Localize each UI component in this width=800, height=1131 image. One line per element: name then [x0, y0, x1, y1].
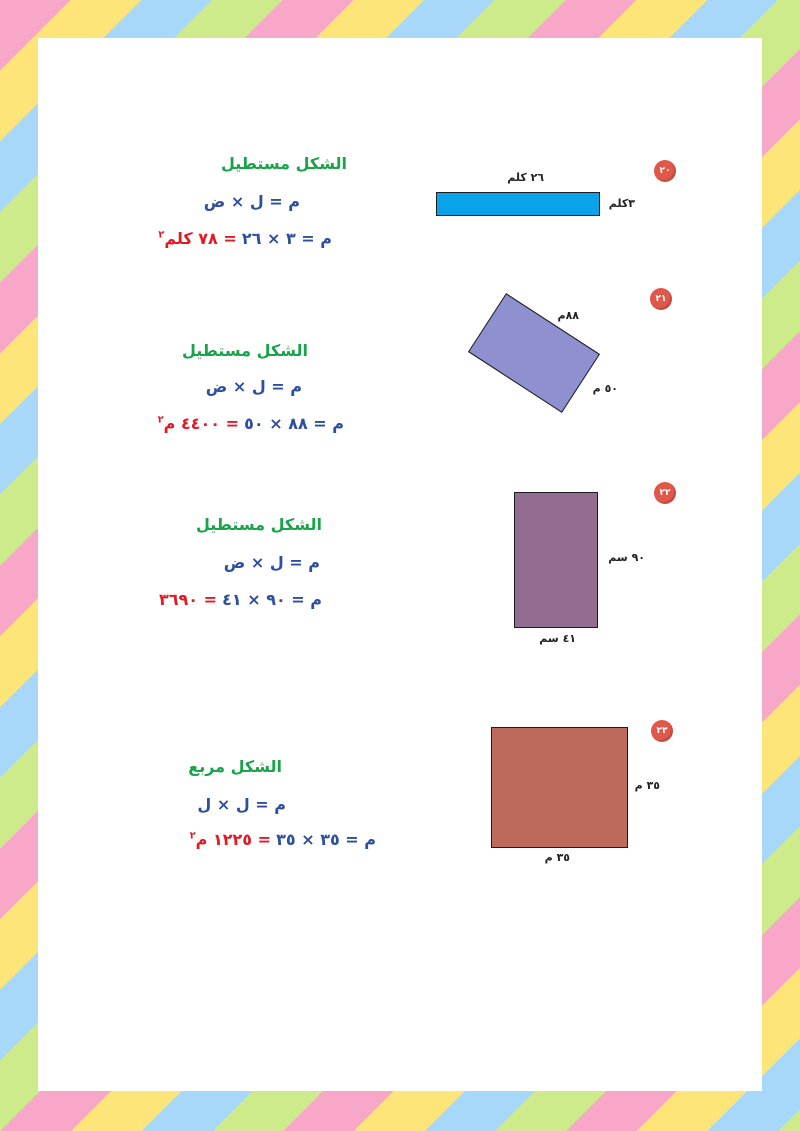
area-calculation — [124, 414, 344, 433]
calc-expression: م = ٣٥ × ٣٥ — [276, 830, 376, 849]
shape-rectangle — [514, 492, 598, 628]
dimension-label-side: ٩٠ سم — [608, 551, 645, 564]
dimension-label-side: ٥٠ م — [592, 382, 618, 395]
worksheet-paper — [38, 38, 762, 1091]
dimension-label-side: ٣كلم — [608, 197, 635, 210]
area-formula: م = ل × ض — [205, 377, 302, 396]
shape-rectangle — [436, 192, 600, 216]
shape-name: الشكل مستطيل — [195, 515, 322, 534]
calc-expression: م = ٩٠ × ٤١ — [222, 590, 322, 609]
area-calculation — [150, 229, 332, 248]
area-formula: م = ل × ض — [223, 553, 320, 572]
dimension-label-side: ٣٥ م — [634, 779, 660, 792]
calc-answer — [158, 414, 239, 433]
calc-answer — [159, 590, 217, 609]
dimension-label-bottom: ٤١ سم — [539, 632, 576, 645]
problem-number-badge: ٢١ — [650, 288, 672, 310]
calc-answer — [190, 830, 271, 849]
shape-name: الشكل مستطيل — [181, 341, 308, 360]
problem-number-badge: ٢٣ — [651, 720, 673, 742]
shape-square — [491, 727, 628, 848]
answer-value: = ٣٦٩٠ — [158, 590, 218, 609]
answer-value: = ١٢٢٥ م — [195, 830, 272, 849]
shape-name: الشكل مربع — [188, 757, 282, 776]
answer-value: = ٧٨ كلم — [164, 229, 237, 248]
answer-value: = ٤٤٠٠ م — [163, 414, 240, 433]
answer-exponent: ٢ — [157, 414, 164, 426]
area-formula: م = ل × ض — [203, 192, 300, 211]
area-formula: م = ل × ل — [197, 795, 286, 814]
answer-exponent: ٢ — [189, 830, 196, 842]
area-calculation — [150, 830, 376, 849]
shape-name: الشكل مستطيل — [220, 154, 347, 173]
problem-number-badge: ٢٢ — [654, 482, 676, 504]
answer-exponent: ٢ — [158, 229, 165, 241]
problem-number-badge: ٢٠ — [654, 160, 676, 182]
calc-expression: م = ٨٨ × ٥٠ — [244, 414, 344, 433]
dimension-label-top: ٨٨م — [557, 309, 579, 322]
calc-expression: م = ٣ × ٢٦ — [241, 229, 332, 248]
dimension-label-bottom: ٣٥ م — [544, 851, 570, 864]
calc-answer — [158, 229, 237, 248]
dimension-label-top: ٢٦ كلم — [507, 171, 544, 184]
area-calculation — [130, 590, 322, 609]
